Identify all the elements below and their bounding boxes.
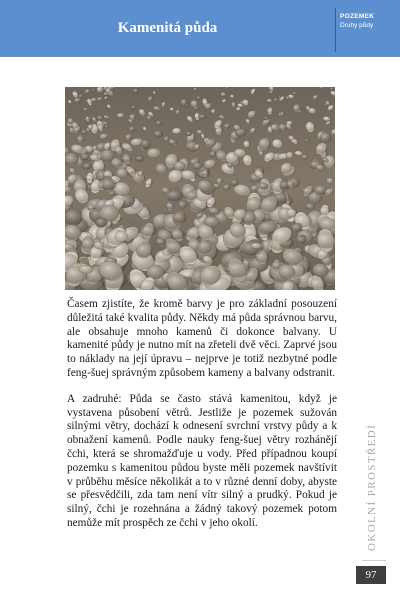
- paragraph-1: Časem zjistíte, že kromě barvy je pro základní posouzení důležitá také kvalita půdy. Někdy má půda správnou barvu, ale obsahuje mnoho kamenů či dokonce balvany. U kamenité půdy je nutno mít na zřeteli dvě věci. Zaprvé jsou to náklady na její úpravu – nejprve je totiž nezbytné podle feng-šuej správným způsobem kameny a balvany odstranit.: [67, 298, 337, 379]
- page-number: 97: [356, 566, 386, 584]
- article-body: [67, 298, 337, 543]
- section-tag: [340, 12, 398, 30]
- paragraph-2: A zadruhé: Půda se často stává kamenitou, když je vystavena působení větrů. Jestliže je pozemek sužován silnými větry, dochází k odnesení svrchní vrstvy půdy a k obnažení kamenů. Podle nauky feng-šuej větry rozhánějí čchi, která se shromažďuje u vody. Před případnou koupí pozemku s kamenitou půdou byste měli pozemek navštívit v průběhu měsíce několikát a to v různé denní doby, abyste se přesvědčili, zda tam není vítr silný a prudký. Pokud je silný, čchi je rozehnána a žádný takový pozemek potom nemůže mít prospěch ze čchi v jeho okolí.: [67, 392, 337, 529]
- page-title: Kamenitá půda: [117, 20, 218, 36]
- rocky-soil-photo: [65, 87, 335, 290]
- section-label: POZEMEK: [340, 13, 375, 20]
- header-divider: [335, 8, 336, 52]
- side-divider: [362, 560, 386, 561]
- chapter-side-label: OKOLNÍ PROSTŘEDÍ: [366, 423, 378, 551]
- chapter-header-bar: [0, 0, 400, 57]
- subsection-label: Druhy půdy: [340, 22, 374, 29]
